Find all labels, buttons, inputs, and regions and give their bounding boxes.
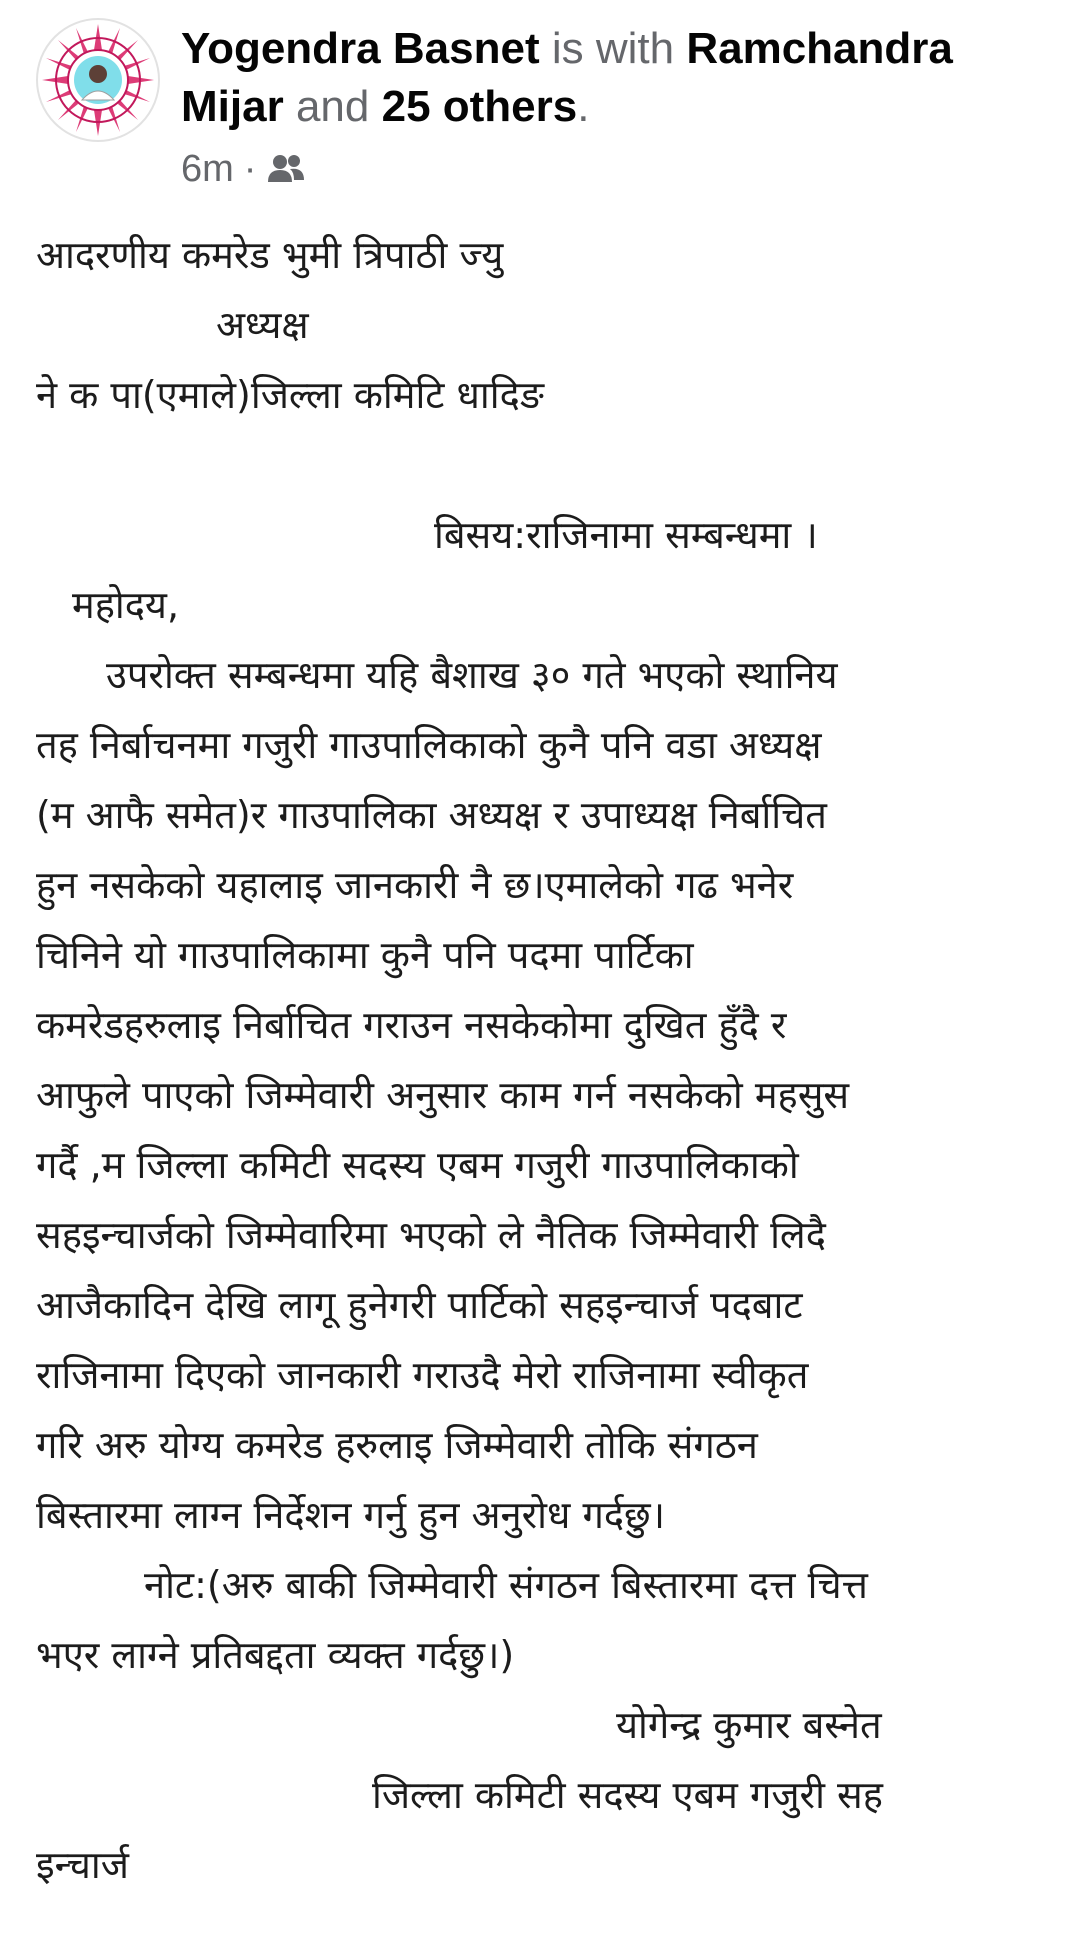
body-line: हुन नसकेको यहालाइ जानकारी नै छ।एमालेको गढ भनेर [36, 863, 794, 907]
body-line: आफुले पाएको जिम्मेवारी अनुसार काम गर्न नसकेको महसुस [36, 1073, 850, 1117]
body-line: कमरेडहरुलाइ निर्बाचित गराउन नसकेकोमा दुखित हुँदै र [36, 1003, 787, 1047]
body-line: तह निर्बाचनमा गजुरी गाउपालिकाको कुनै पनि वडा अध्यक्ष [36, 723, 822, 767]
signature-title-2: इन्चार्ज [36, 1843, 129, 1887]
post-header [36, 18, 1046, 188]
body-line: बिस्तारमा लाग्न निर्देशन गर्नु हुन अनुरोध गर्दछु। [36, 1493, 666, 1537]
period: . [577, 82, 590, 131]
meta-separator: · [243, 147, 257, 190]
body-line: चिनिने यो गाउपालिकामा कुनै पनि पदमा पार्टिका [36, 933, 694, 977]
author-name[interactable]: Yogendra Basnet [181, 24, 540, 73]
friends-icon[interactable] [266, 152, 306, 186]
signature-title-1: जिल्ला कमिटी सदस्य एबम गजुरी सह [372, 1773, 883, 1817]
signature-name: योगेन्द्र कुमार बस्नेत [616, 1703, 882, 1747]
salutation-line-1: आदरणीय कमरेड भुमी त्रिपाठी ज्यु [36, 233, 504, 277]
post-meta [181, 146, 306, 192]
greeting-line: महोदय, [72, 583, 180, 627]
with-text: is with [551, 24, 675, 73]
avatar[interactable] [36, 18, 160, 142]
note-line-1: नोट:(अरु बाकी जिम्मेवारी संगठन बिस्तारमा दत्त चित्त [144, 1563, 868, 1607]
tagged-person[interactable]: Ramchandra Mijar [181, 24, 953, 131]
body-line: सहइन्चार्जको जिम्मेवारिमा भएको ले नैतिक जिम्मेवारी लिदै [36, 1213, 826, 1257]
body-line: (म आफै समेत)र गाउपालिका अध्यक्ष र उपाध्यक्ष निर्बाचित [36, 793, 827, 837]
salutation-line-2: अध्यक्ष [216, 303, 309, 347]
subject-line: बिसय:राजिनामा सम्बन्धमा । [434, 513, 818, 557]
body-line: आजैकादिन देखि लागू हुनेगरी पार्टिको सहइन्चार्ज पदबाट [36, 1283, 803, 1327]
post-attribution [181, 20, 1041, 136]
post-timestamp[interactable]: 6m [181, 147, 234, 190]
body-line: राजिनामा दिएको जानकारी गराउदै मेरो राजिनामा स्वीकृत [36, 1353, 809, 1397]
note-line-2: भएर लाग्ने प्रतिबद्दता व्यक्त गर्दछु।) [36, 1633, 515, 1677]
salutation-line-3: ने क पा(एमाले)जिल्ला कमिटि धादिङ [36, 373, 544, 417]
and-text: and [295, 82, 370, 131]
avatar-logo [38, 20, 158, 140]
tagged-others-link[interactable]: 25 others [381, 82, 578, 131]
body-line: गर्दै ,म जिल्ला कमिटी सदस्य एबम गजुरी गाउपालिकाको [36, 1143, 799, 1187]
body-line: उपरोक्त सम्बन्धमा यहि बैशाख ३० गते भएको स्थानिय [106, 653, 838, 697]
body-line: गरि अरु योग्य कमरेड हरुलाइ जिम्मेवारी तोकि संगठन [36, 1423, 758, 1467]
